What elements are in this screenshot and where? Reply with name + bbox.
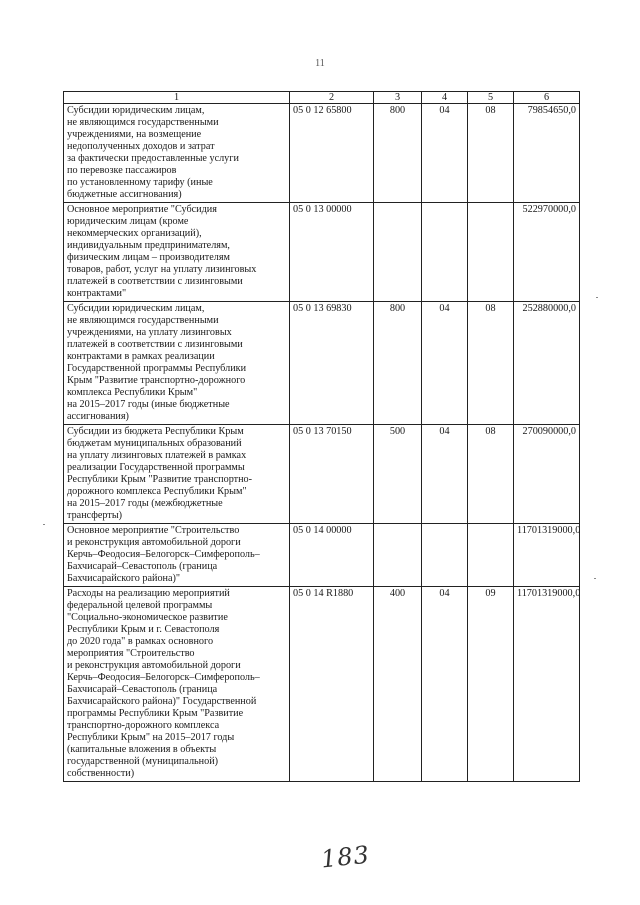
page-number: 11: [315, 58, 325, 69]
column-header: 1: [64, 92, 290, 104]
row-code: 05 0 14 00000: [290, 524, 374, 587]
row-sum: 270090000,0: [514, 425, 580, 524]
column-header: 3: [374, 92, 422, 104]
budget-table: [63, 91, 580, 782]
row-vr: [374, 524, 422, 587]
table-header-row: [64, 92, 580, 104]
row-sum: 522970000,0: [514, 203, 580, 302]
row-sum: 252880000,0: [514, 302, 580, 425]
row-name: Расходы на реализацию мероприятий федеральной целевой программы "Социально-экономическое развитие Республики Крым и г. Севастополя до 2020 года" в рамках основного мероприятия "Строительство и реконструкция автомобильной дороги Керчь–Феодосия–Белогорск–Симферополь– Бахчисарай–Севастополь (граница Бахчисарайского района)" Государственной программы Республики Крым "Развитие транспортно-дорожного комплекса Республики Крым" на 2015–2017 годы (капитальные вложения в объекты государственной (муниципальной) собственности): [64, 587, 290, 782]
row-name: Основное мероприятие "Субсидия юридическим лицам (кроме некоммерческих организаций), индивидуальным предпринимателям, физическим лицам – производителям товаров, работ, услуг на уплату лизинговых платежей в соответствии с лизинговыми контрактами": [64, 203, 290, 302]
row-pr: [468, 524, 514, 587]
row-rz: 04: [422, 425, 468, 524]
row-sum: 11701319000,0: [514, 524, 580, 587]
scan-speck: [594, 578, 596, 579]
column-header: 2: [290, 92, 374, 104]
row-rz: 04: [422, 587, 468, 782]
row-pr: 08: [468, 302, 514, 425]
row-name: Субсидии юридическим лицам, не являющимся государственными учреждениями, на возмещение недополученных доходов и затрат за фактически предоставленные услуги по перевозке пассажиров по установленному тарифу (иные бюджетные ассигнования): [64, 104, 290, 203]
row-sum: 11701319000,0: [514, 587, 580, 782]
row-code: 05 0 14 R1880: [290, 587, 374, 782]
row-pr: 08: [468, 425, 514, 524]
row-code: 05 0 13 70150: [290, 425, 374, 524]
row-code: 05 0 13 00000: [290, 203, 374, 302]
row-vr: 800: [374, 104, 422, 203]
row-rz: [422, 524, 468, 587]
row-rz: [422, 203, 468, 302]
row-rz: 04: [422, 104, 468, 203]
column-header: 4: [422, 92, 468, 104]
scan-speck: [43, 524, 45, 525]
handwritten-number-text: 183: [319, 840, 372, 874]
table-row: [64, 587, 580, 782]
row-vr: 500: [374, 425, 422, 524]
table-row: [64, 425, 580, 524]
row-name: Субсидии юридическим лицам, не являющимся государственными учреждениями, на уплату лизинговых платежей в соответствии с лизинговыми контрактами в рамках реализации Государственной программы Республики Крым "Развитие транспортно-дорожного комплекса Республики Крым" на 2015–2017 годы (иные бюджетные ассигнования): [64, 302, 290, 425]
row-code: 05 0 12 65800: [290, 104, 374, 203]
row-pr: 09: [468, 587, 514, 782]
row-name: Субсидии из бюджета Республики Крым бюджетам муниципальных образований на уплату лизинговых платежей в рамках реализации Государственной программы Республики Крым "Развитие транспортно- дорожного комплекса Республики Крым" на 2015–2017 годы (межбюджетные трансферты): [64, 425, 290, 524]
row-name: Основное мероприятие "Строительство и реконструкция автомобильной дороги Керчь–Феодосия–Белогорск–Симферополь– Бахчисарай–Севастополь (граница Бахчисарайского района)": [64, 524, 290, 587]
table-row: [64, 524, 580, 587]
handwritten-page-number: [319, 840, 389, 874]
column-header: 6: [514, 92, 580, 104]
row-vr: 400: [374, 587, 422, 782]
row-vr: [374, 203, 422, 302]
row-rz: 04: [422, 302, 468, 425]
table-row: [64, 104, 580, 203]
column-header: 5: [468, 92, 514, 104]
row-vr: 800: [374, 302, 422, 425]
scan-speck: [596, 297, 598, 298]
table-row: [64, 203, 580, 302]
row-sum: 79854650,0: [514, 104, 580, 203]
table-row: [64, 302, 580, 425]
row-code: 05 0 13 69830: [290, 302, 374, 425]
row-pr: [468, 203, 514, 302]
row-pr: 08: [468, 104, 514, 203]
